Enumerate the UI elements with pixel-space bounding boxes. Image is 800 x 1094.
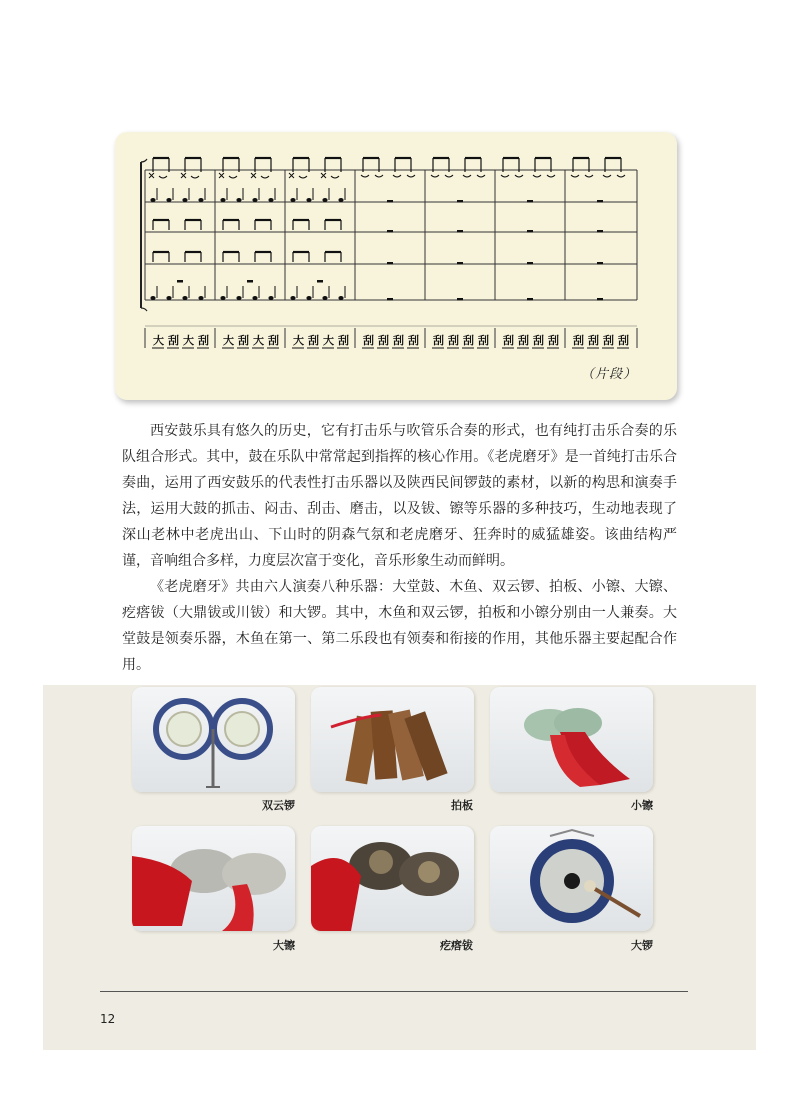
paragraph-2: 《老虎磨牙》共由六人演奏八种乐器：大堂鼓、木鱼、双云锣、拍板、小镲、大镲、疙瘩钹（大鼎钹或川钹）和大锣。其中，木鱼和双云锣，拍板和小镲分别由一人兼奏。大堂鼓是领奏乐器，木鱼在第一、第二乐段也有领奏和衔接的作用，其他乐器主要起配合作用。: [122, 579, 677, 673]
syllable-m1-2: 刮: [168, 334, 179, 347]
syllable-m7-4: 刮: [618, 334, 629, 347]
m2-s4-rest: [247, 280, 253, 283]
score-panel: [115, 132, 677, 400]
m3-s1-tie2: [331, 176, 339, 178]
paragraph-1: 西安鼓乐具有悠久的历史，它有打击乐与吹管乐合奏的形式，也有纯打击乐合奏的乐队组合形式。其中，鼓在乐队中常常起到指挥的核心作用。《老虎磨牙》是一首纯打击乐合奏曲，运用了西安鼓乐的代表性打击乐器以及陕西民间锣鼓的素材，以新的构思和演奏手法，运用大鼓的抓击、闷击、刮击、磨击，以及钹、镲等乐器的多种技巧，生动地表现了深山老林中老虎出山、下山时的阴森气氛和老虎磨牙、狂奔时的威猛雄姿。该曲结构严谨，音响组合多样，力度层次富于变化，音乐形象生动而鲜明。: [122, 423, 677, 569]
m5-s4-rest: [457, 262, 463, 265]
m2-s5-note3: [252, 296, 257, 300]
m4-s3-rest: [387, 230, 393, 233]
m2-s1-x3: [251, 173, 256, 178]
m4-s1-tie-b1: [375, 175, 383, 177]
m2-s1-tie2: [261, 176, 269, 178]
geda-cymbals-photo: [311, 826, 474, 931]
m3-s2-note4: [338, 198, 343, 202]
m6-s3-rest: [527, 230, 533, 233]
syllable-m2-2: 刮: [238, 334, 249, 347]
m3-s2-note1: [290, 198, 295, 202]
m1-s5-note4: [198, 296, 203, 300]
syllable-m5-2: 刮: [448, 334, 459, 347]
m1-s5-note1: [150, 296, 155, 300]
m1-s2-note1: [150, 198, 155, 202]
syllable-m7-2: 刮: [588, 334, 599, 347]
m6-s1-tie-b1: [515, 175, 523, 177]
footer-rule: [100, 991, 688, 992]
m3-s5-note1: [290, 296, 295, 300]
syllable-m6-4: 刮: [548, 334, 559, 347]
m2-s5-note1: [220, 296, 225, 300]
small-cymbals-photo: [490, 687, 653, 792]
m7-s3-rest: [597, 230, 603, 233]
m4-s1-tie-a1: [361, 175, 369, 177]
m1-s5-note2: [166, 296, 171, 300]
syllable-m4-1: 刮: [363, 334, 374, 347]
m3-s1-tie1: [299, 176, 307, 178]
syllable-m7-1: 刮: [573, 334, 584, 347]
gallery-label-6: 大锣: [631, 939, 653, 952]
m2-s1-tie1: [229, 176, 237, 178]
m1-s1-tie1: [159, 176, 167, 178]
syllable-m6-1: 刮: [503, 334, 514, 347]
syllable-m2-1: 大: [223, 334, 234, 347]
m7-s1-tie-b2: [617, 175, 625, 177]
m3-s1-x1: [289, 173, 294, 178]
m5-s1-tie-b1: [445, 175, 453, 177]
m4-s4-rest: [387, 262, 393, 265]
large-cymbals-photo: [132, 826, 295, 931]
syllable-m6-2: 刮: [518, 334, 529, 347]
m5-s5-rest: [457, 298, 463, 301]
m2-s2-note1: [220, 198, 225, 202]
m2-s2-note4: [268, 198, 273, 202]
m7-s1-tie-a2: [603, 175, 611, 177]
m7-s1-tie-b1: [585, 175, 593, 177]
m1-s1-x1: [149, 173, 154, 178]
syllable-m3-3: 大: [323, 334, 334, 347]
m2-s2-note2: [236, 198, 241, 202]
m5-s1-tie-b2: [477, 175, 485, 177]
syllable-m2-4: 刮: [268, 334, 279, 347]
m3-s2-note3: [322, 198, 327, 202]
m1-s1-x3: [181, 173, 186, 178]
score-caption: （片段）: [580, 367, 637, 382]
m1-s1-tie2: [191, 176, 199, 178]
m3-s1-x3: [321, 173, 326, 178]
instrument-gallery: [43, 685, 756, 1050]
m5-s2-rest: [457, 200, 463, 203]
m6-s5-rest: [527, 298, 533, 301]
syllable-m4-4: 刮: [408, 334, 419, 347]
syllable-m6-3: 刮: [533, 334, 544, 347]
m4-s1-tie-a2: [393, 175, 401, 177]
m1-s2-note3: [182, 198, 187, 202]
gallery-label-1: 双云锣: [262, 799, 295, 812]
m3-s5-note4: [338, 296, 343, 300]
m3-s5-note2: [306, 296, 311, 300]
syllable-m4-3: 刮: [393, 334, 404, 347]
gallery-label-5: 疙瘩钹: [440, 939, 473, 952]
m5-s1-tie-a2: [463, 175, 471, 177]
m4-s5-rest: [387, 298, 393, 301]
m7-s4-rest: [597, 262, 603, 265]
page-number: 12: [100, 1012, 116, 1026]
m6-s2-rest: [527, 200, 533, 203]
syllable-m3-4: 刮: [338, 334, 349, 347]
large-gong-photo: [490, 826, 653, 931]
percussion-score: [115, 132, 677, 400]
m7-s5-rest: [597, 298, 603, 301]
m3-s5-note3: [322, 296, 327, 300]
m1-s2-note2: [166, 198, 171, 202]
m2-s2-note3: [252, 198, 257, 202]
syllable-m5-1: 刮: [433, 334, 444, 347]
syllable-m3-2: 刮: [308, 334, 319, 347]
m2-s5-note4: [268, 296, 273, 300]
syllable-m1-3: 大: [183, 334, 194, 347]
syllable-m3-1: 大: [293, 334, 304, 347]
body-text: [122, 418, 677, 678]
clapper-photo: [311, 687, 474, 792]
m4-s1-tie-b2: [407, 175, 415, 177]
m2-s5-note2: [236, 296, 241, 300]
m7-s1-tie-a1: [571, 175, 579, 177]
syllable-m2-3: 大: [253, 334, 264, 347]
m6-s1-tie-b2: [547, 175, 555, 177]
gallery-label-3: 小镲: [631, 799, 653, 812]
m7-s2-rest: [597, 200, 603, 203]
syllable-m1-1: 大: [153, 334, 164, 347]
m6-s1-tie-a2: [533, 175, 541, 177]
m3-s2-note2: [306, 198, 311, 202]
m2-s1-x1: [219, 173, 224, 178]
m6-s1-tie-a1: [501, 175, 509, 177]
gallery-label-2: 拍板: [451, 799, 473, 812]
m5-s3-rest: [457, 230, 463, 233]
m6-s4-rest: [527, 262, 533, 265]
m4-s2-rest: [387, 200, 393, 203]
m1-s2-note4: [198, 198, 203, 202]
m1-s5-note3: [182, 296, 187, 300]
syllable-m5-3: 刮: [463, 334, 474, 347]
syllable-m1-4: 刮: [198, 334, 209, 347]
syllable-m5-4: 刮: [478, 334, 489, 347]
gallery-label-4: 大镲: [273, 939, 295, 952]
m3-s4-rest: [317, 280, 323, 283]
m5-s1-tie-a1: [431, 175, 439, 177]
m1-s4-rest: [177, 280, 183, 283]
syllable-m4-2: 刮: [378, 334, 389, 347]
double-gong-photo: [132, 687, 295, 792]
syllable-m7-3: 刮: [603, 334, 614, 347]
